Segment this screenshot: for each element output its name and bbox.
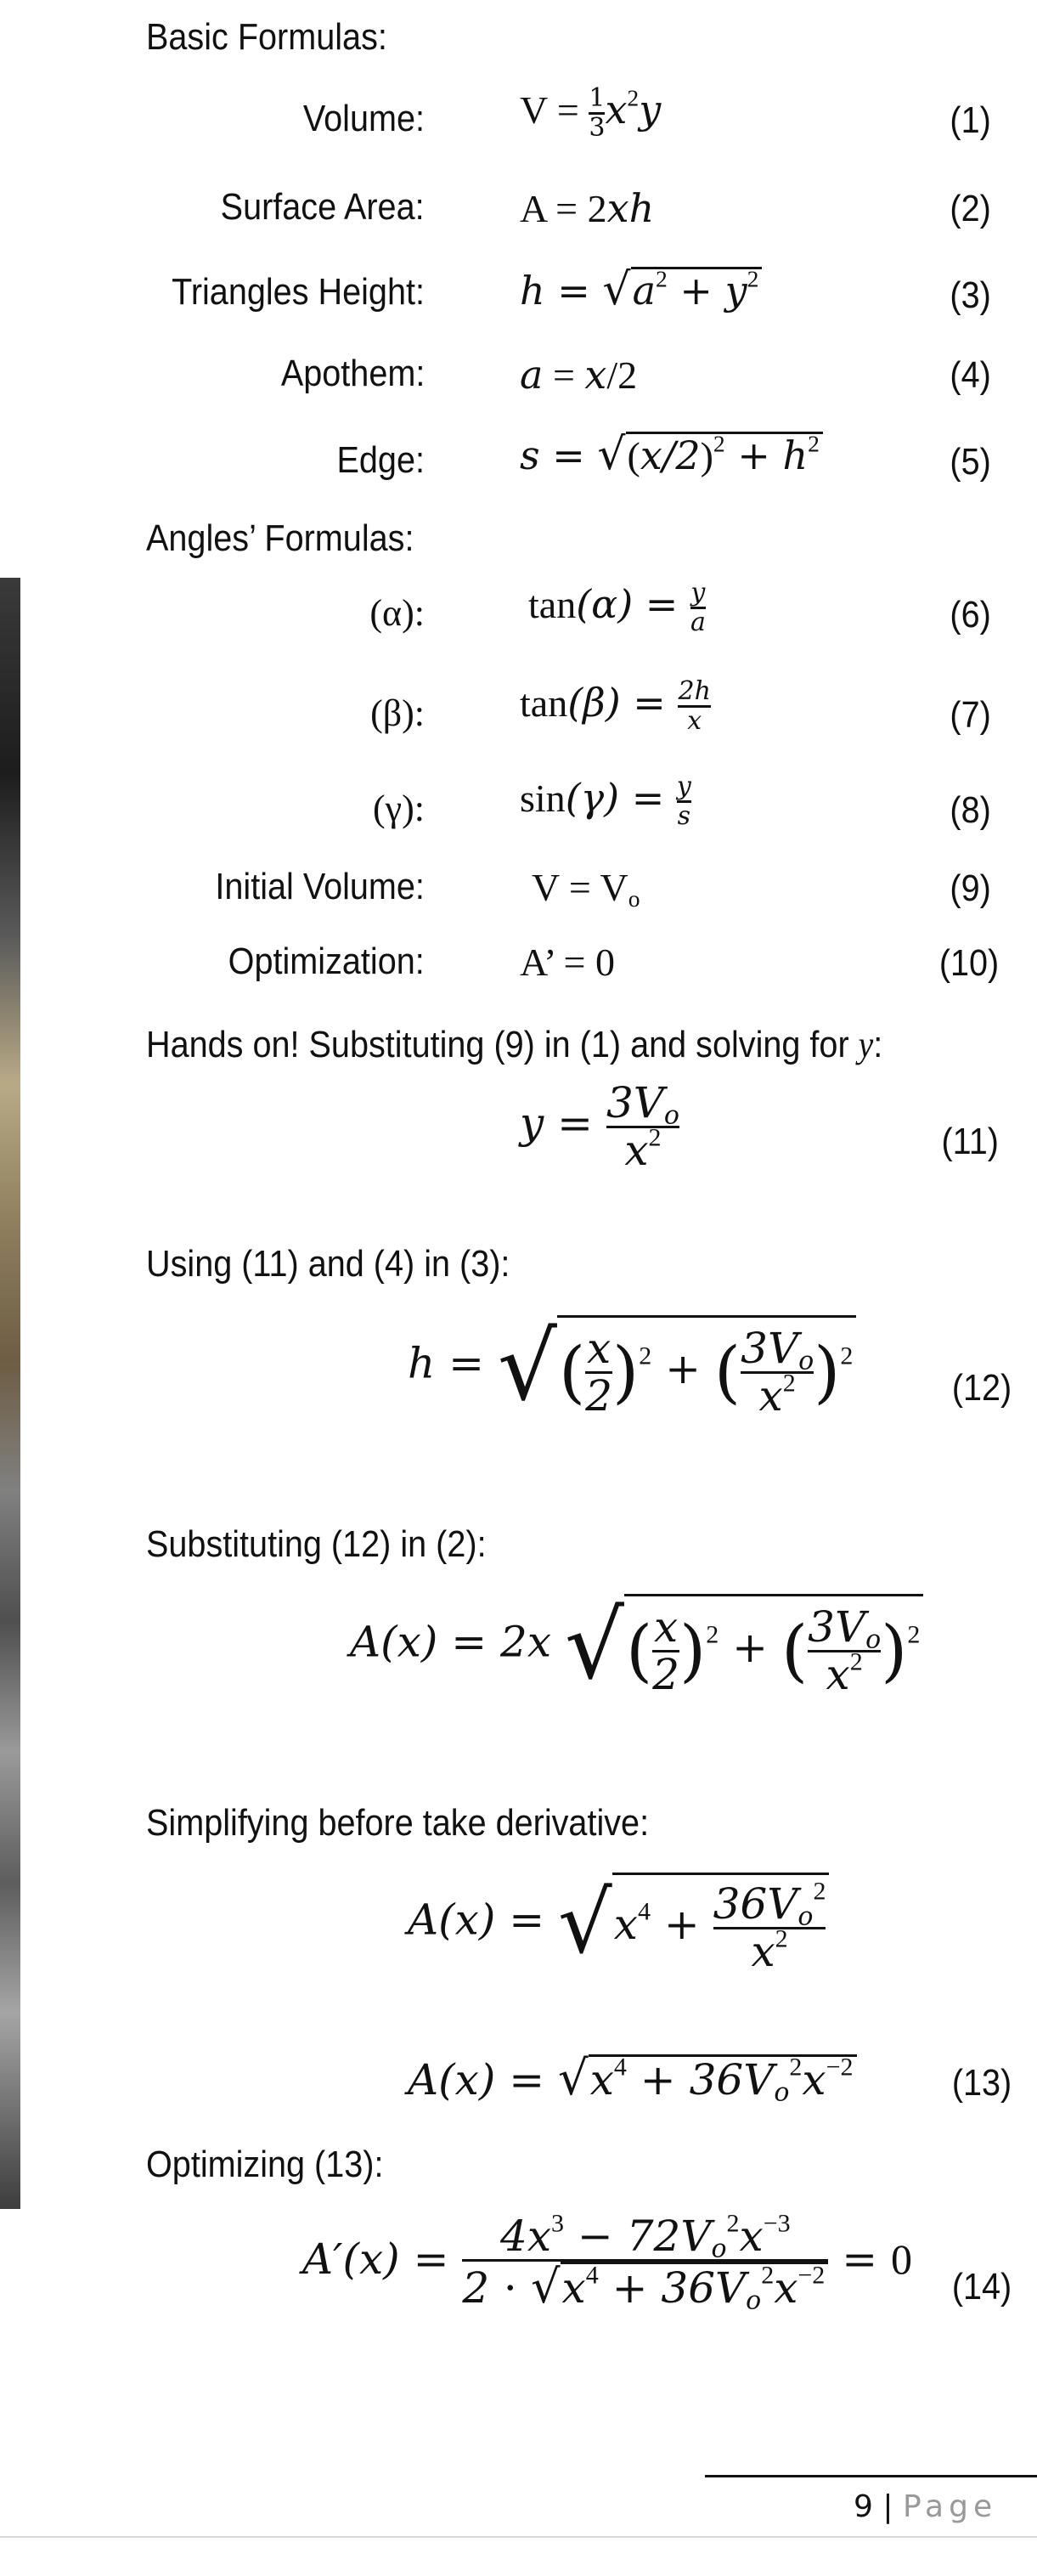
equation-number-7: (7)	[950, 694, 991, 736]
hands-on-variable: y	[858, 1024, 874, 1065]
equation-surface-area: A = 2xh	[520, 185, 655, 231]
label-surface-area: Surface Area:	[221, 186, 425, 228]
equation-number-11: (11)	[941, 1121, 999, 1162]
equation-sin-gamma: sin(γ) = $\frac{y}{s}$	[520, 771, 691, 831]
page-footer	[854, 2489, 997, 2524]
equation-h-expanded: h = √( $\frac{x}{2}$ )$^2$ + ( $\frac{3V_o}{x^2}$ )$^2$	[408, 1315, 856, 1418]
equation-derivative: A′(x) = $\frac{4x^3 - 72V_o^2x^{-3}}{2 \cdot √x^4 + 36V_o^2x^{-2}}$ = 0	[302, 2209, 912, 2315]
heading-hands-on	[146, 1026, 882, 1064]
label-volume: Volume:	[302, 98, 425, 139]
equation-number-10: (10)	[938, 942, 999, 984]
label-initial-volume: Initial Volume:	[215, 866, 425, 907]
equation-optimization: A’ = 0	[520, 941, 615, 984]
equation-edge: $s = √(x/2)^2 + h^2$	[520, 432, 823, 477]
footer-rule	[705, 2475, 1037, 2477]
label-triangles-height: Triangles Height:	[172, 271, 425, 313]
equation-tan-alpha: tan(α) = $\frac{y}{a}$	[528, 578, 706, 637]
page-bottom-edge	[0, 2536, 1037, 2538]
equation-number-3: (3)	[950, 274, 991, 316]
equation-number-6: (6)	[950, 594, 991, 636]
label-beta: (β):	[370, 692, 425, 734]
equation-number-8: (8)	[950, 789, 991, 831]
equation-area-function: A(x) = 2x √( $\frac{x}{2}$ )$^2$ + ( $\frac{3V_o}{x^2}$ )$^2$	[350, 1594, 923, 1697]
equation-number-12: (12)	[951, 1367, 1012, 1409]
label-gamma: (γ):	[373, 788, 425, 829]
page-number: 9	[854, 2489, 873, 2524]
heading-basic-formulas: Basic Formulas:	[146, 16, 387, 58]
equation-volume: V = $\frac{1}{3}$ $x^2y$	[520, 83, 662, 143]
page-separator: |	[882, 2489, 893, 2524]
equation-number-2: (2)	[950, 188, 991, 229]
label-alpha: (α):	[369, 592, 425, 634]
equation-number-13: (13)	[951, 2062, 1012, 2104]
equation-area-simplified: $A(x) = √x^4$ + $\frac{36V_o^2}{x^2}$	[408, 1873, 829, 1974]
equation-number-14: (14)	[951, 2266, 1012, 2308]
equation-number-1: (1)	[950, 99, 991, 141]
hands-on-text: Hands on! Substituting (9) in (1) and solving for	[146, 1024, 859, 1065]
equation-triangles-height: $h = √a^2 + y^2$	[520, 267, 762, 312]
label-apothem: Apothem:	[280, 353, 425, 394]
label-edge: Edge:	[336, 439, 425, 481]
side-photo-strip	[0, 578, 20, 2209]
heading-using: Using (11) and (4) in (3):	[146, 1243, 510, 1285]
equation-number-5: (5)	[950, 441, 991, 483]
heading-angles-formulas: Angles’ Formulas:	[146, 517, 414, 559]
equation-tan-beta: tan(β) = $\frac{2h}{x}$	[520, 676, 711, 736]
equation-apothem: a = x/2	[520, 352, 638, 398]
heading-simplifying: Simplifying before take derivative:	[146, 1802, 650, 1844]
equation-number-9: (9)	[950, 867, 991, 909]
equation-number-4: (4)	[950, 354, 991, 396]
equation-initial-volume: $V = V_o$	[532, 866, 640, 912]
label-optimization: Optimization:	[228, 941, 425, 982]
page-word: Page	[902, 2489, 998, 2524]
equation-area-power-form: $A(x) = √x^4 + 36V_o^2x^{-2}$	[408, 2054, 857, 2103]
heading-substituting: Substituting (12) in (2):	[146, 1523, 487, 1565]
heading-optimizing: Optimizing (13):	[146, 2144, 384, 2185]
hands-on-colon: :	[873, 1024, 883, 1065]
equation-y-solved: y = $\frac{3V_o}{x^2}$	[520, 1078, 679, 1175]
